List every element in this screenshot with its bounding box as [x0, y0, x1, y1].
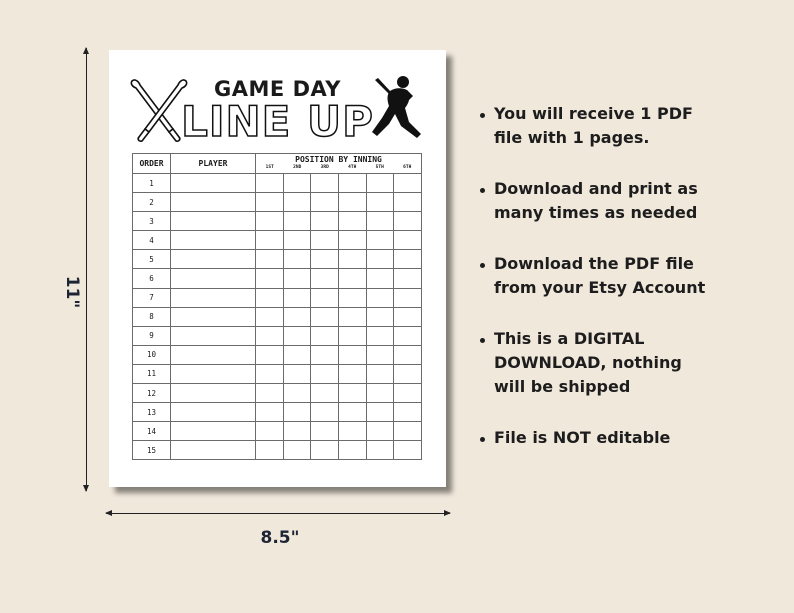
player-cell — [171, 174, 256, 193]
order-number: 14 — [133, 422, 171, 441]
position-cell — [366, 307, 394, 326]
order-header: ORDER — [133, 154, 171, 174]
position-cell — [311, 326, 339, 345]
position-cell — [394, 193, 422, 212]
position-cell — [366, 345, 394, 364]
player-cell — [171, 364, 256, 383]
position-cell — [283, 174, 311, 193]
position-cell — [394, 307, 422, 326]
feature-text-line: You will receive 1 PDF — [494, 104, 693, 123]
position-cell — [338, 288, 366, 307]
position-cell — [256, 307, 284, 326]
position-cell — [338, 441, 366, 460]
feature-text-line: from your Etsy Account — [494, 278, 706, 297]
feature-text-line: many times as needed — [494, 203, 698, 222]
position-cell — [283, 269, 311, 288]
inning-label: 1ST — [265, 164, 274, 170]
player-cell — [171, 250, 256, 269]
position-cell — [311, 269, 339, 288]
position-cell — [256, 345, 284, 364]
position-cell — [338, 422, 366, 441]
order-number: 1 — [133, 174, 171, 193]
position-cell — [283, 326, 311, 345]
position-cell — [311, 307, 339, 326]
order-number: 4 — [133, 231, 171, 250]
table-row — [133, 364, 422, 383]
feature-list — [476, 102, 776, 477]
player-cell — [171, 212, 256, 231]
table-header-row — [133, 154, 422, 174]
position-cell — [256, 231, 284, 250]
feature-item — [476, 426, 776, 450]
position-cell — [338, 345, 366, 364]
order-number: 8 — [133, 307, 171, 326]
table-row — [133, 422, 422, 441]
position-cell — [366, 250, 394, 269]
position-cell — [366, 212, 394, 231]
table-row — [133, 288, 422, 307]
table-row — [133, 403, 422, 422]
position-cell — [256, 422, 284, 441]
inning-label: 4TH — [348, 164, 357, 170]
player-cell — [171, 326, 256, 345]
position-cell — [283, 422, 311, 441]
position-cell — [394, 384, 422, 403]
position-cell — [366, 193, 394, 212]
order-number: 12 — [133, 384, 171, 403]
table-row — [133, 307, 422, 326]
position-cell — [311, 345, 339, 364]
position-cell — [394, 269, 422, 288]
position-cell — [283, 384, 311, 403]
table-row — [133, 384, 422, 403]
feature-text-line: File is NOT editable — [494, 428, 671, 447]
position-cell — [338, 269, 366, 288]
table-row — [133, 345, 422, 364]
player-cell — [171, 269, 256, 288]
table-row — [133, 250, 422, 269]
position-cell — [366, 403, 394, 422]
position-cell — [311, 212, 339, 231]
position-cell — [338, 212, 366, 231]
position-cell — [256, 193, 284, 212]
feature-item — [476, 102, 776, 150]
position-cell — [394, 422, 422, 441]
player-cell — [171, 231, 256, 250]
player-cell — [171, 441, 256, 460]
position-cell — [256, 288, 284, 307]
table-row — [133, 269, 422, 288]
position-cell — [311, 231, 339, 250]
width-dimension-arrow — [106, 513, 450, 514]
position-cell — [338, 250, 366, 269]
height-label: 11" — [62, 275, 82, 309]
position-cell — [338, 364, 366, 383]
table-row — [133, 326, 422, 345]
position-cell — [338, 174, 366, 193]
width-label: 8.5" — [260, 528, 300, 548]
batter-silhouette-icon — [367, 72, 423, 148]
position-cell — [366, 269, 394, 288]
order-number: 10 — [133, 345, 171, 364]
position-cell — [256, 269, 284, 288]
position-cell — [283, 212, 311, 231]
position-cell — [311, 422, 339, 441]
feature-text-line: will be shipped — [494, 377, 631, 396]
position-cell — [311, 403, 339, 422]
position-cell — [311, 364, 339, 383]
position-cell — [366, 288, 394, 307]
position-cell — [394, 288, 422, 307]
position-cell — [338, 403, 366, 422]
feature-text-line: file with 1 pages. — [494, 128, 650, 147]
position-cell — [338, 307, 366, 326]
position-cell — [311, 193, 339, 212]
height-dimension-arrow — [86, 48, 87, 491]
inning-label: 2ND — [293, 164, 302, 170]
table-row — [133, 193, 422, 212]
order-number: 9 — [133, 326, 171, 345]
position-cell — [394, 250, 422, 269]
order-number: 11 — [133, 364, 171, 383]
feature-text-line: This is a DIGITAL — [494, 329, 645, 348]
position-cell — [283, 307, 311, 326]
position-cell — [311, 250, 339, 269]
position-cell — [366, 384, 394, 403]
player-cell — [171, 422, 256, 441]
player-cell — [171, 403, 256, 422]
position-cell — [394, 174, 422, 193]
feature-text-line: Download the PDF file — [494, 254, 694, 273]
position-cell — [366, 422, 394, 441]
position-cell — [311, 288, 339, 307]
position-cell — [283, 231, 311, 250]
player-header: PLAYER — [171, 154, 256, 174]
position-cell — [256, 403, 284, 422]
order-number: 3 — [133, 212, 171, 231]
position-cell — [256, 326, 284, 345]
player-cell — [171, 307, 256, 326]
inning-label: 3RD — [320, 164, 329, 170]
position-cell — [311, 174, 339, 193]
position-cell — [338, 231, 366, 250]
table-row — [133, 441, 422, 460]
position-cell — [394, 364, 422, 383]
position-cell — [256, 250, 284, 269]
position-cell — [394, 345, 422, 364]
position-cell — [283, 403, 311, 422]
lineup-table — [132, 153, 422, 460]
order-number: 15 — [133, 441, 171, 460]
position-cell — [283, 288, 311, 307]
order-number: 6 — [133, 269, 171, 288]
position-cell — [338, 384, 366, 403]
lineup-sheet — [109, 50, 446, 487]
order-number: 5 — [133, 250, 171, 269]
position-cell — [338, 326, 366, 345]
table-row — [133, 212, 422, 231]
position-cell — [366, 174, 394, 193]
position-cell — [283, 364, 311, 383]
position-cell — [394, 403, 422, 422]
title-game-day: GAME DAY — [214, 77, 341, 101]
position-cell — [283, 345, 311, 364]
position-header — [256, 154, 422, 174]
position-cell — [283, 441, 311, 460]
inning-label: 6TH — [403, 164, 412, 170]
position-cell — [311, 384, 339, 403]
position-cell — [283, 250, 311, 269]
position-cell — [394, 212, 422, 231]
inning-label: 5TH — [375, 164, 384, 170]
feature-text-line: Download and print as — [494, 179, 698, 198]
position-cell — [256, 441, 284, 460]
position-cell — [256, 384, 284, 403]
player-cell — [171, 345, 256, 364]
feature-text-line: DOWNLOAD, nothing — [494, 353, 682, 372]
innings-labels — [256, 165, 421, 171]
title-line-up: LINE UP — [181, 97, 374, 146]
position-cell — [394, 441, 422, 460]
player-cell — [171, 193, 256, 212]
order-number: 7 — [133, 288, 171, 307]
position-cell — [338, 193, 366, 212]
table-row — [133, 231, 422, 250]
player-cell — [171, 288, 256, 307]
position-cell — [366, 364, 394, 383]
position-cell — [311, 441, 339, 460]
position-cell — [366, 231, 394, 250]
order-number: 13 — [133, 403, 171, 422]
table-row — [133, 174, 422, 193]
feature-item — [476, 252, 776, 300]
position-header-label: POSITION BY INNING — [295, 154, 382, 164]
player-cell — [171, 384, 256, 403]
position-cell — [283, 193, 311, 212]
position-cell — [256, 212, 284, 231]
position-cell — [394, 326, 422, 345]
position-cell — [256, 174, 284, 193]
position-cell — [366, 441, 394, 460]
position-cell — [394, 231, 422, 250]
feature-item — [476, 177, 776, 225]
order-number: 2 — [133, 193, 171, 212]
position-cell — [366, 326, 394, 345]
feature-item — [476, 327, 776, 399]
position-cell — [256, 364, 284, 383]
